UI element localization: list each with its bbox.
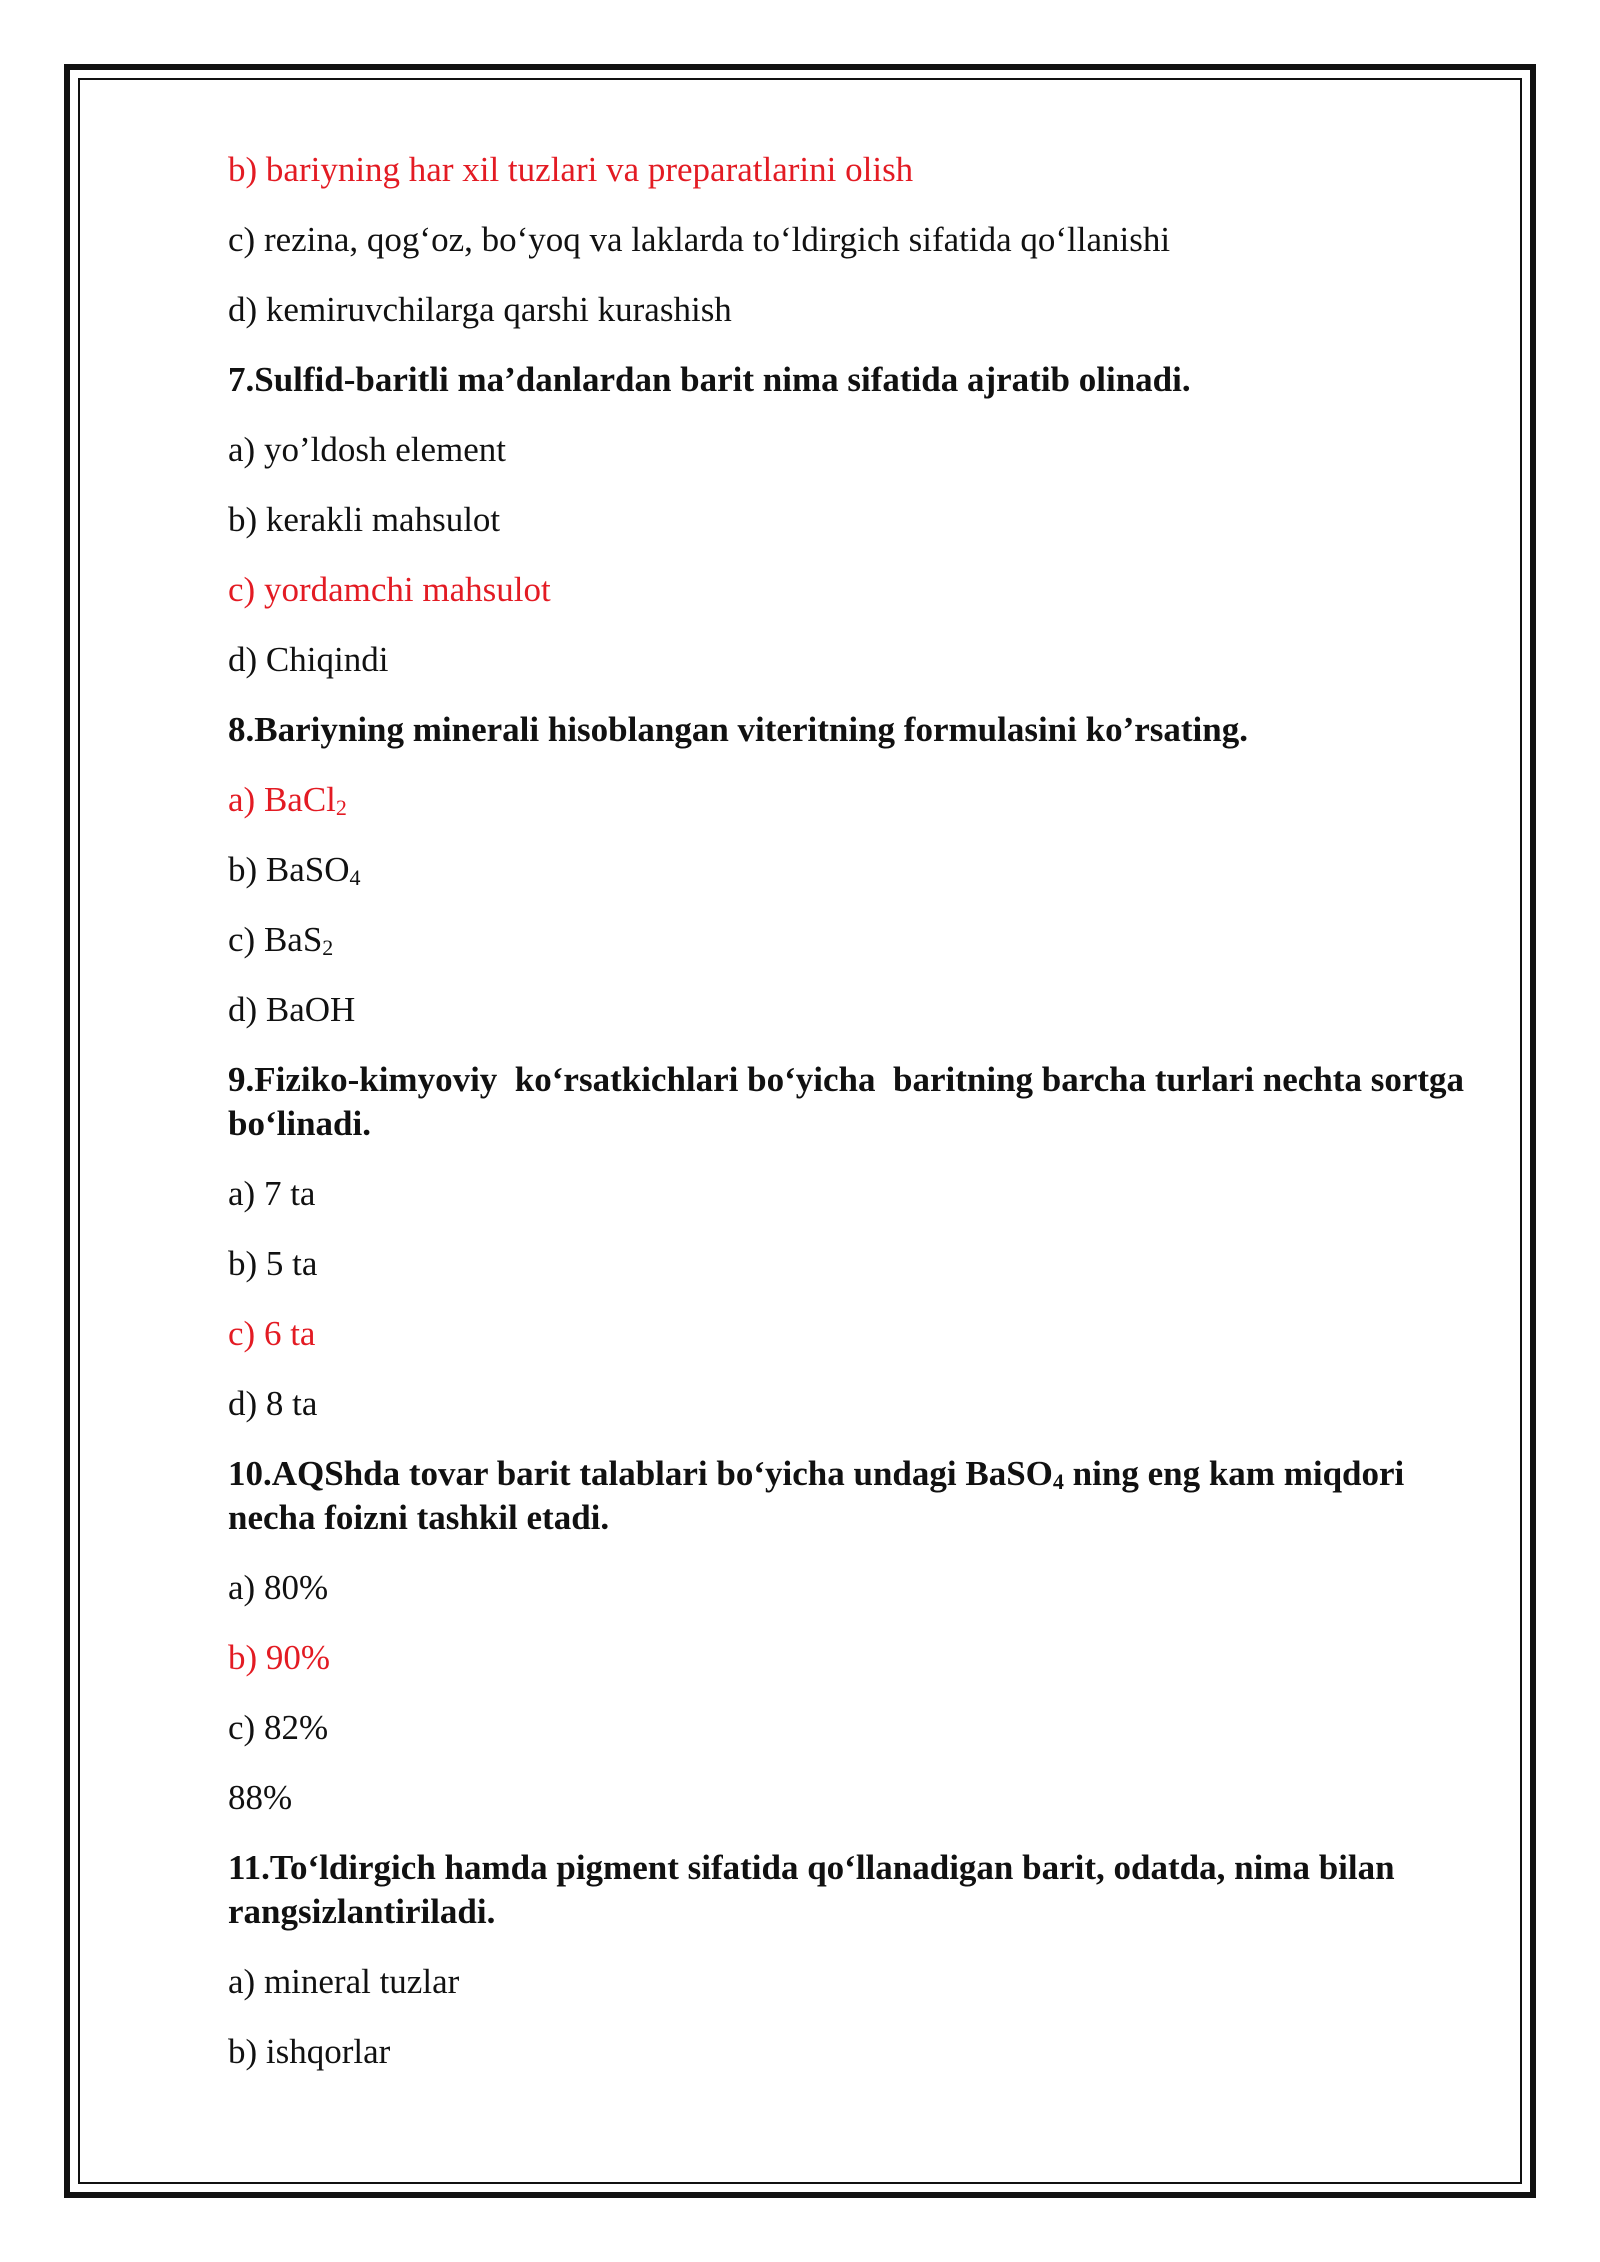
answer-option: d) 8 ta bbox=[228, 1384, 318, 1423]
answer-option: b) 5 ta bbox=[228, 1244, 318, 1283]
formula-text: a) BaCl bbox=[228, 780, 336, 819]
quiz-content bbox=[228, 148, 1473, 2100]
answer-option-correct: c) yordamchi mahsulot bbox=[228, 570, 551, 609]
answer-option-correct bbox=[228, 778, 1468, 822]
answer-option-correct: b) 90% bbox=[228, 1638, 331, 1677]
formula-text: b) BaSO bbox=[228, 850, 350, 889]
answer-option: a) 7 ta bbox=[228, 1174, 316, 1213]
formula-text: c) BaS bbox=[228, 920, 323, 959]
answer-option: d) Chiqindi bbox=[228, 640, 389, 679]
answer-option: c) 82% bbox=[228, 1708, 329, 1747]
answer-option: b) ishqorlar bbox=[228, 2032, 391, 2071]
formula-subscript: 2 bbox=[335, 795, 347, 820]
answer-option: d) BaOH bbox=[228, 990, 356, 1029]
answer-option: b) bariyning har xil tuzlari va preparatlarini olish bbox=[228, 150, 914, 189]
formula-subscript: 2 bbox=[322, 935, 334, 960]
answer-option bbox=[228, 918, 1468, 962]
formula-subscript: 4 bbox=[1052, 1469, 1064, 1494]
answer-option: c) rezina, qog‘oz, bo‘yoq va laklarda to‘ldirgich sifatida qo‘llanishi bbox=[228, 220, 1171, 259]
question-9: 9.Fiziko-kimyoviy ko‘rsatkichlari bo‘yicha baritning barcha turlari nechta sortga bo‘linadi. bbox=[228, 1060, 1473, 1143]
question-text: ning eng kam miqdori necha foizni tashkil etadi. bbox=[228, 1454, 1414, 1537]
answer-option: b) kerakli mahsulot bbox=[228, 500, 501, 539]
answer-option: 88% bbox=[228, 1778, 293, 1817]
answer-option: a) yo’ldosh element bbox=[228, 430, 506, 469]
question-7: 7.Sulfid-baritli ma’danlardan barit nima sifatida ajratib olinadi. bbox=[228, 360, 1191, 399]
question-11: 11.To‘ldirgich hamda pigment sifatida qo‘llanadigan barit, odatda, nima bilan rangsizlantiriladi. bbox=[228, 1848, 1404, 1931]
question-8: 8.Bariyning minerali hisoblangan viteritning formulasini ko’rsating. bbox=[228, 710, 1248, 749]
answer-option bbox=[228, 848, 1468, 892]
answer-option: a) mineral tuzlar bbox=[228, 1962, 460, 2001]
question-10 bbox=[228, 1452, 1468, 1540]
question-text: 10.AQShda tovar barit talablari bo‘yicha undagi BaSO bbox=[228, 1454, 1053, 1493]
answer-option: a) 80% bbox=[228, 1568, 329, 1607]
formula-subscript: 4 bbox=[349, 865, 361, 890]
answer-option-correct: c) 6 ta bbox=[228, 1314, 316, 1353]
answer-option: d) kemiruvchilarga qarshi kurashish bbox=[228, 290, 732, 329]
